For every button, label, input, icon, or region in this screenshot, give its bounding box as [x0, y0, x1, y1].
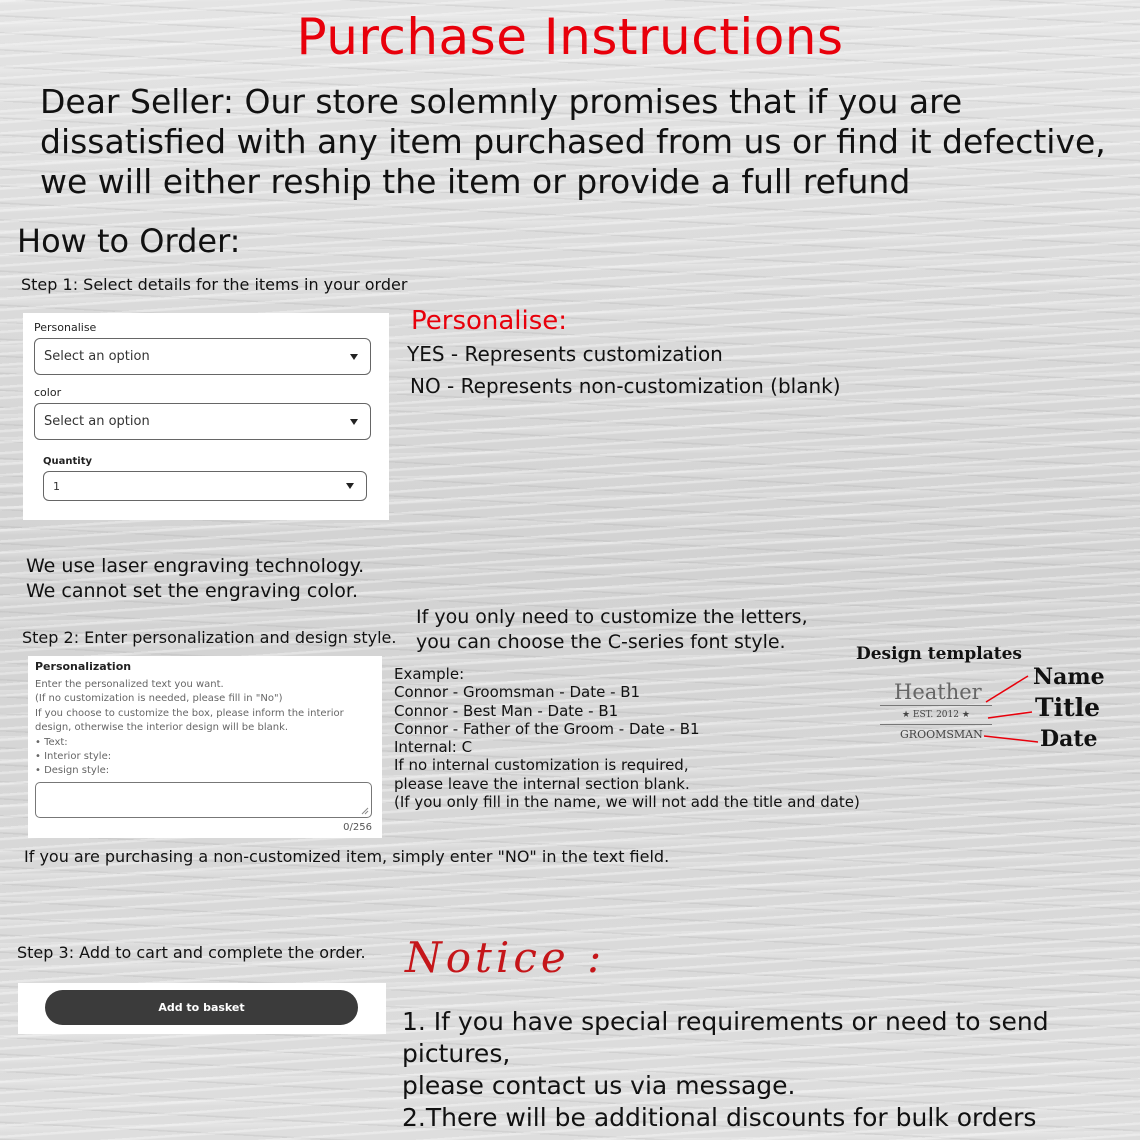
instruction-line: • Interior style: [35, 751, 112, 763]
example-line: Connor - Best Man - Date - B1 [394, 701, 619, 720]
notice-line-3: 2.There will be additional discounts for bulk orders [402, 1103, 1037, 1132]
example-line: Connor - Father of the Groom - Date - B1 [394, 719, 700, 738]
label-date: Date [1040, 726, 1098, 752]
example-line: Internal: C [394, 738, 473, 757]
cseries-note-2: you can choose the C-series font style. [416, 631, 786, 653]
step3-label: Step 3: Add to cart and complete the order. [17, 943, 366, 962]
textarea-resize-icon[interactable] [361, 807, 369, 815]
example-block [394, 665, 874, 811]
page-title: Purchase Instructions [296, 8, 844, 66]
laser-note-2: We cannot set the engraving color. [26, 580, 358, 602]
label-title: Title [1035, 693, 1101, 722]
template-pointer-lines [980, 670, 1040, 750]
instruction-line: • Design style: [35, 765, 110, 777]
instruction-line: design, otherwise the interior design will be blank. [35, 722, 289, 734]
example-line: Connor - Groomsman - Date - B1 [394, 683, 641, 702]
personalization-textarea[interactable] [35, 782, 372, 818]
non-custom-note: If you are purchasing a non-customized item, simply enter "NO" in the text field. [24, 847, 670, 866]
personalise-label: Personalise [34, 321, 97, 334]
personalise-heading: Personalise: [411, 306, 568, 336]
example-line: Example: [394, 665, 465, 683]
personalization-instructions [35, 678, 375, 779]
sample-title: GROOMSMAN [900, 728, 983, 741]
example-line: If no internal customization is required, [394, 756, 689, 775]
laser-note-1: We use laser engraving technology. [26, 555, 365, 577]
how-to-order-heading: How to Order: [17, 222, 241, 260]
notice-heading: Notice : [405, 933, 606, 982]
sample-divider [880, 724, 992, 725]
example-line: please leave the internal section blank. [394, 774, 690, 793]
caret-down-icon [350, 354, 358, 360]
char-counter: 0/256 [343, 822, 372, 833]
label-name: Name [1033, 664, 1105, 690]
store-promise: Dear Seller: Our store solemnly promises that if you are dissatisfied with any item purchased from us or find it defective, we will either reship the item or provide a full refund [40, 82, 1106, 201]
basket-panel [18, 983, 386, 1034]
add-to-basket-button[interactable]: Add to basket [45, 990, 358, 1025]
personalise-value: Select an option [44, 349, 150, 364]
instruction-line: Enter the personalized text you want. [35, 679, 224, 690]
step2-label: Step 2: Enter personalization and design style. [22, 628, 397, 647]
notice-line-2: please contact us via message. [402, 1071, 796, 1100]
instruction-line: • Text: [35, 736, 68, 748]
personalise-yes: YES - Represents customization [407, 342, 723, 366]
sample-est: ★ EST. 2012 ★ [902, 710, 970, 720]
color-value: Select an option [44, 414, 150, 429]
color-select[interactable] [34, 403, 371, 440]
sample-name: Heather [894, 680, 982, 704]
personalise-no: NO - Represents non-customization (blank) [410, 374, 841, 398]
options-panel [23, 313, 389, 520]
notice-line-1: 1. If you have special requirements or need to send pictures, [402, 1007, 1049, 1068]
example-line: (If you only fill in the name, we will not add the title and date) [394, 793, 860, 812]
personalise-select[interactable] [34, 338, 371, 375]
quantity-value: 1 [53, 479, 60, 493]
instruction-line: (If no customization is needed, please fill in "No") [35, 693, 283, 705]
cseries-note-1: If you only need to customize the letters, [416, 606, 808, 628]
color-label: color [34, 386, 62, 399]
sample-divider [880, 705, 992, 706]
notice-block [402, 1006, 1132, 1134]
quantity-select[interactable] [43, 471, 367, 501]
caret-down-icon [350, 419, 358, 425]
personalization-title: Personalization [35, 660, 132, 673]
design-templates-heading: Design templates [856, 644, 1023, 664]
instruction-line: If you choose to customize the box, please inform the interior [35, 707, 344, 719]
caret-down-icon [346, 483, 354, 489]
quantity-label: Quantity [43, 456, 92, 467]
personalization-panel [28, 656, 382, 838]
step1-label: Step 1: Select details for the items in your order [21, 275, 408, 294]
